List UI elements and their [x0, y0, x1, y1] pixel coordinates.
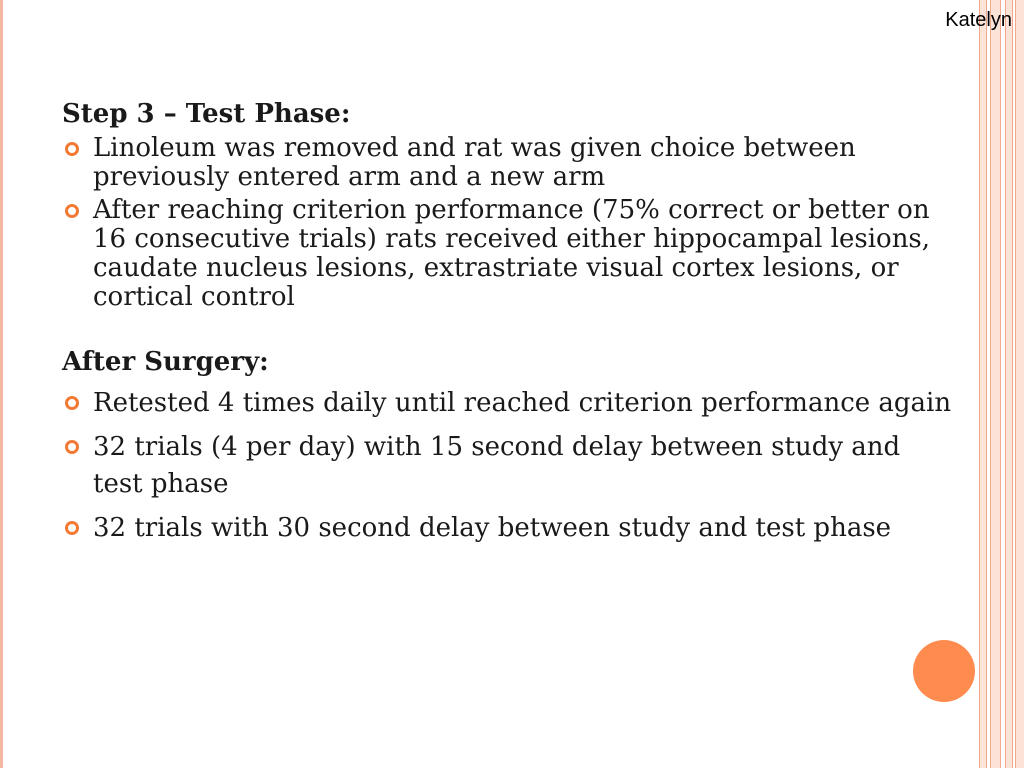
- list-item: [62, 429, 957, 503]
- list-item: [62, 385, 957, 422]
- bullet-text: After reaching criterion performance (75% correct or better on 16 consecutive trials) rats received either hippocampal lesions, caudate nucleus lesions, extrastriate visual cortex lesions, or cortical control: [93, 195, 931, 312]
- section-heading-test-phase: Step 3 – Test Phase:: [62, 99, 351, 129]
- decorative-circle: [913, 640, 975, 702]
- list-item: [62, 510, 957, 547]
- after-surgery-bullet-list: [62, 385, 957, 547]
- left-border: [0, 0, 3, 768]
- section-heading-after-surgery: After Surgery:: [62, 347, 269, 377]
- author-label: Katelyn: [945, 9, 1012, 31]
- decorative-stripe: [1015, 0, 1024, 768]
- bullet-text: Retested 4 times daily until reached criterion performance again: [93, 388, 952, 418]
- slide-content: [62, 98, 957, 547]
- bullet-circle-icon: [65, 396, 79, 410]
- bullet-circle-icon: [65, 142, 79, 156]
- decorative-stripe: [1005, 0, 1013, 768]
- list-item: [62, 134, 957, 192]
- decorative-stripe: [990, 0, 1001, 768]
- test-phase-bullet-list: [62, 134, 957, 312]
- decorative-stripe: [979, 0, 987, 768]
- bullet-text: 32 trials (4 per day) with 15 second delay between study and test phase: [93, 432, 901, 499]
- list-item: [62, 196, 957, 312]
- bullet-text: 32 trials with 30 second delay between study and test phase: [93, 513, 892, 543]
- bullet-circle-icon: [65, 204, 79, 218]
- bullet-circle-icon: [65, 521, 79, 535]
- bullet-circle-icon: [65, 440, 79, 454]
- bullet-text: Linoleum was removed and rat was given choice between previously entered arm and a new arm: [93, 133, 856, 192]
